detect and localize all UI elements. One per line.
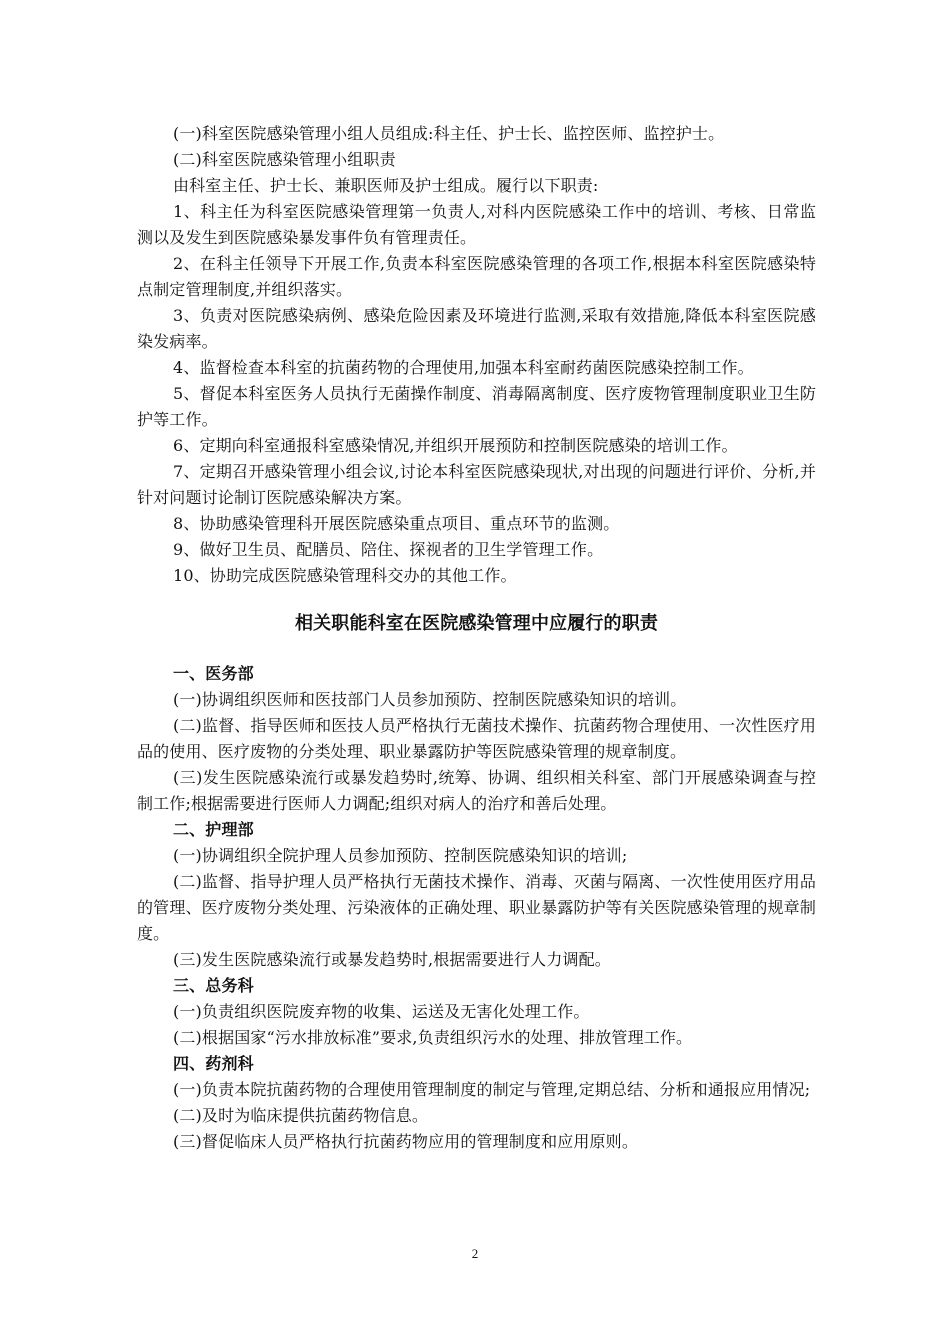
paragraph: (三)发生医院感染流行或暴发趋势时,统筹、协调、组织相关科室、部门开展感染调查与控制工作;根据需要进行医师人力调配;组织对病人的治疗和善后处理。	[137, 768, 816, 813]
paragraph: (三)督促临床人员严格执行抗菌药物应用的管理制度和应用原则。	[173, 1132, 638, 1151]
paragraph: (二)科室医院感染管理小组职责	[173, 150, 396, 169]
department-heading: 三、总务科	[173, 976, 254, 995]
section-title: 相关职能科室在医院感染管理中应履行的职责	[295, 613, 658, 634]
paragraph: (一)协调组织全院护理人员参加预防、控制医院感染知识的培训;	[173, 846, 628, 865]
paragraph: (二)监督、指导护理人员严格执行无菌技术操作、消毒、灭菌与隔离、一次性使用医疗用品的管理、医疗废物分类处理、污染液体的正确处理、职业暴露防护等有关医院感染管理的规章制度。	[137, 872, 816, 943]
paragraph: (一)负责本院抗菌药物的合理使用管理制度的制定与管理,定期总结、分析和通报应用情况;	[173, 1080, 811, 1099]
paragraph: (一)负责组织医院废弃物的收集、运送及无害化处理工作。	[173, 1002, 590, 1021]
paragraph: 5、督促本科室医务人员执行无菌操作制度、消毒隔离制度、医疗废物管理制度职业卫生防护等工作。	[137, 384, 816, 429]
section-group-duties	[137, 121, 816, 589]
department-heading: 二、护理部	[173, 820, 254, 839]
paragraph: (一)科室医院感染管理小组人员组成:科主任、护士长、监控医师、监控护士。	[173, 124, 725, 143]
paragraph: 6、定期向科室通报科室感染情况,并组织开展预防和控制医院感染的培训工作。	[173, 436, 738, 455]
paragraph: 9、做好卫生员、配膳员、陪住、探视者的卫生学管理工作。	[173, 540, 604, 559]
paragraph: (二)根据国家“污水排放标准”要求,负责组织污水的处理、排放管理工作。	[173, 1028, 693, 1047]
department-heading: 四、药剂科	[173, 1054, 254, 1073]
department-pharmacy	[137, 1051, 816, 1155]
paragraph: (一)协调组织医师和医技部门人员参加预防、控制医院感染知识的培训。	[173, 690, 687, 709]
paragraph: 2、在科主任领导下开展工作,负责本科室医院感染管理的各项工作,根据本科室医院感染特点制定管理制度,并组织落实。	[137, 254, 816, 299]
paragraph: 8、协助感染管理科开展医院感染重点项目、重点环节的监测。	[173, 514, 620, 533]
paragraph: (三)发生医院感染流行或暴发趋势时,根据需要进行人力调配。	[173, 950, 611, 969]
paragraph: (二)及时为临床提供抗菌药物信息。	[173, 1106, 429, 1125]
paragraph: 4、监督检查本科室的抗菌药物的合理使用,加强本科室耐药菌医院感染控制工作。	[173, 358, 754, 377]
department-nursing	[137, 817, 816, 973]
paragraph: 由科室主任、护士长、兼职医师及护士组成。履行以下职责:	[173, 176, 599, 195]
department-heading: 一、医务部	[173, 664, 254, 683]
paragraph: 10、协助完成医院感染管理科交办的其他工作。	[173, 566, 517, 585]
paragraph: 3、负责对医院感染病例、感染危险因素及环境进行监测,采取有效措施,降低本科室医院感染发病率。	[137, 306, 816, 351]
department-general-affairs	[137, 973, 816, 1051]
paragraph: (二)监督、指导医师和医技人员严格执行无菌技术操作、抗菌药物合理使用、一次性医疗用品的使用、医疗废物的分类处理、职业暴露防护等医院感染管理的规章制度。	[137, 716, 816, 761]
paragraph: 1、科主任为科室医院感染管理第一负责人,对科内医院感染工作中的培训、考核、日常监测以及发生到医院感染暴发事件负有管理责任。	[137, 202, 816, 247]
page-number: 2	[471, 1246, 479, 1261]
department-medical-affairs	[137, 661, 816, 817]
paragraph: 7、定期召开感染管理小组会议,讨论本科室医院感染现状,对出现的问题进行评价、分析,并针对问题讨论制订医院感染解决方案。	[137, 462, 816, 507]
